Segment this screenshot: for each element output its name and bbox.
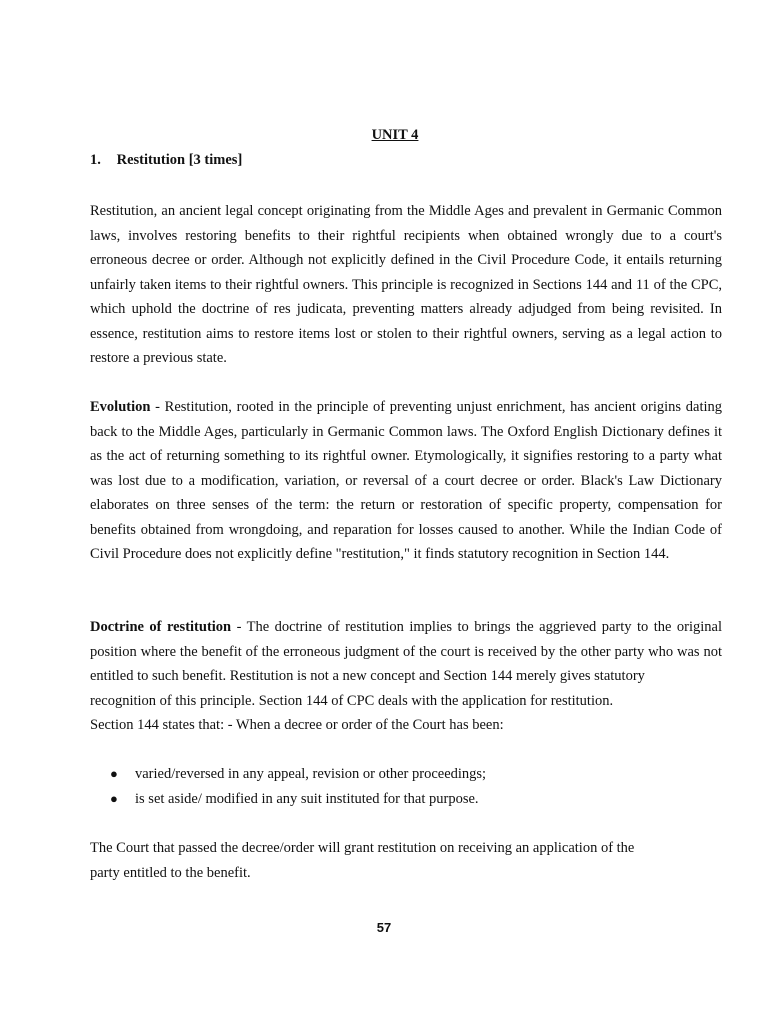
doctrine-line-section-144: Section 144 states that: - When a decree or order of the Court has been: [90, 717, 504, 733]
list-item [110, 787, 486, 812]
closing-paragraph [90, 836, 722, 885]
section-title: Restitution [3 times] [116, 152, 243, 168]
restitution-paragraph: Restitution, an ancient legal concept originating from the Middle Ages and prevalent in Germanic Common laws, involves restoring benefits to their rightful recipients when obtained wrongly due to a court's erroneous decree or order. Although not explicitly defined in the Civil Procedure Code, it entails returning unfairly taken items to their rightful owners. This principle is recognized in Sections 144 and 11 of the CPC, which uphold the doctrine of res judicata, preventing matters already adjudged from being revisited. In essence, restitution aims to restore items lost or stolen to their rightful owners, serving as a legal action to restore a previous state. [90, 203, 722, 366]
evolution-paragraph [90, 395, 722, 567]
section-heading [90, 152, 242, 169]
evolution-text: - Restitution, rooted in the principle of preventing unjust enrichment, has ancient origins dating back to the Middle Ages, particularly in Germanic Common laws. The Oxford English Dictionary defines it as the act of returning something to its rightful owner. Etymologically, it signifies restoring to a party what was lost due to a modification, variation, or reversal of a court decree or order. Black's Law Dictionary elaborates on three senses of the term: the return or restoration of specific property, compensation for benefits obtained from wrongdoing, and reparation for losses caused to another. While the Indian Code of Civil Procedure does not explicitly define "restitution," it finds statutory recognition in Section 144. [90, 399, 722, 562]
bullet-list [110, 762, 486, 811]
list-item [110, 762, 486, 787]
page-number: 57 [376, 920, 392, 935]
doctrine-line-recognition: recognition of this principle. Section 144 of CPC deals with the application for restitution. [90, 692, 614, 709]
doctrine-paragraph [90, 615, 722, 738]
unit-title: UNIT 4 [371, 127, 419, 143]
bullet-icon: ● [110, 766, 118, 781]
closing-line-1: The Court that passed the decree/order will grant restitution on receiving an application of the [90, 840, 635, 856]
list-item-text: is set aside/ modified in any suit instituted for that purpose. [135, 790, 479, 807]
bullet-icon: ● [110, 790, 118, 806]
doctrine-heading: Doctrine of restitution [90, 619, 232, 635]
evolution-heading: Evolution [90, 399, 151, 415]
section-number: 1. [90, 152, 101, 168]
doctrine-text: - The doctrine of restitution implies to brings the aggrieved party to the original position where the benefit of the erroneous judgment of the court is received by the other party who was not entitled to such benefit. Restitution is not a new concept and Section 144 merely gives statutory [90, 619, 723, 684]
list-item-text: varied/reversed in any appeal, revision or other proceedings; [135, 766, 487, 782]
closing-line-2: party entitled to the benefit. [90, 864, 251, 881]
